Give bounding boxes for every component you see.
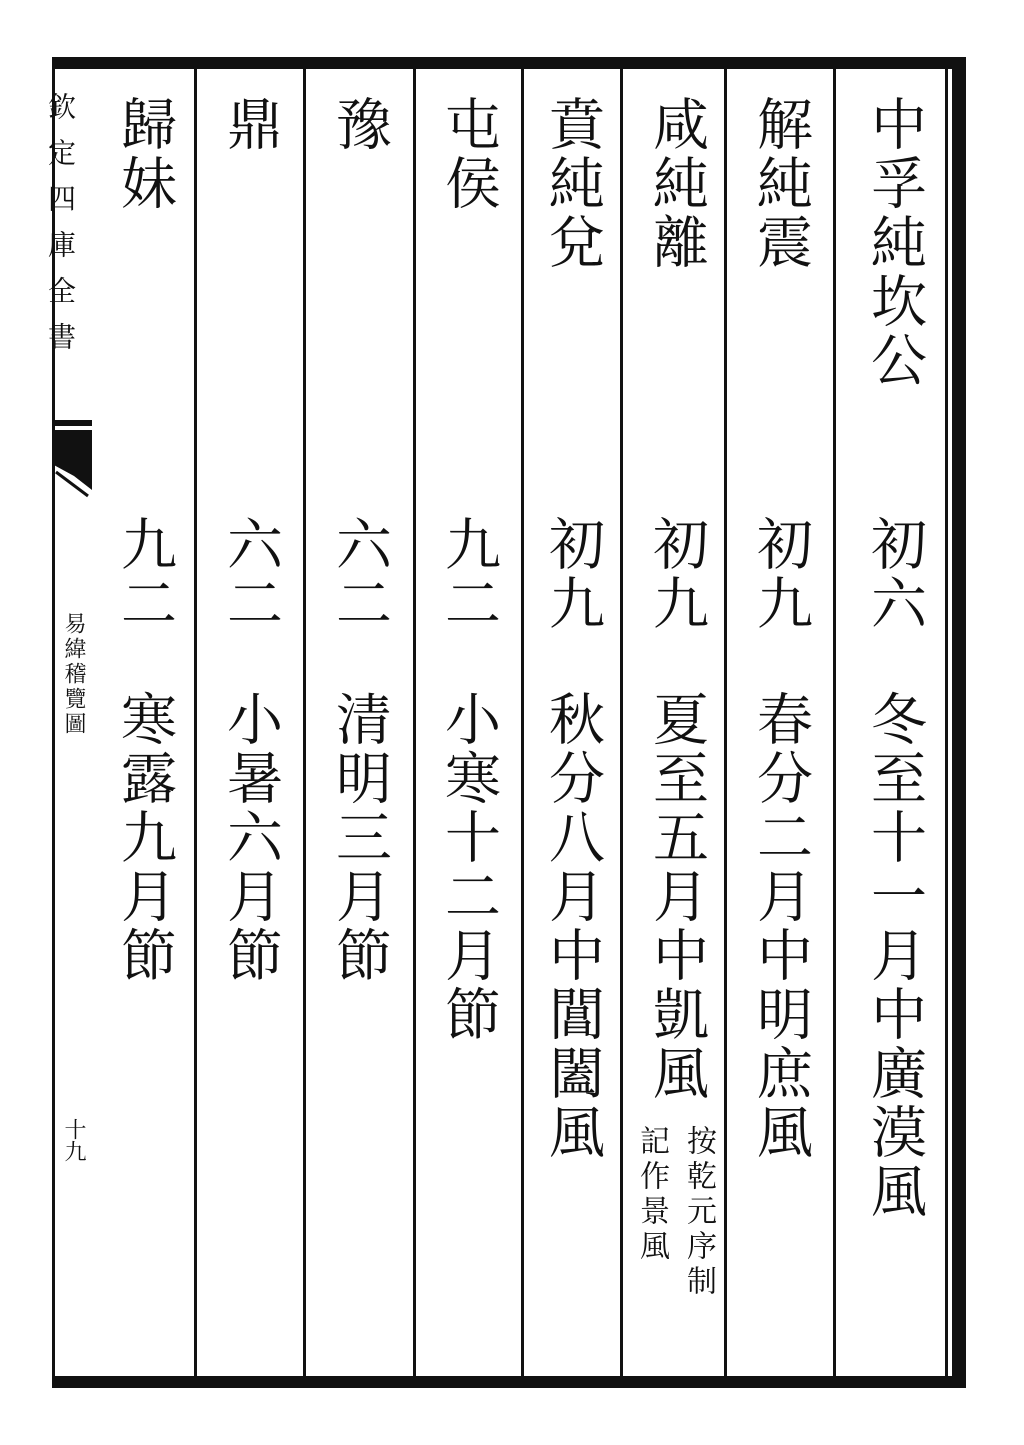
- column-divider: [833, 69, 836, 1376]
- column-divider: [724, 69, 727, 1376]
- line-label: 九二: [436, 515, 501, 633]
- column-divider: [620, 69, 623, 1376]
- solar-term-text: 夏至五月中凱風: [644, 690, 709, 1103]
- line-label: 九二: [112, 515, 177, 633]
- line-label: 初九: [644, 515, 709, 633]
- hexagram-label: 解純震: [748, 95, 813, 272]
- solar-term-text: 小寒十二月節: [436, 690, 501, 1044]
- hexagram-label: 中孚純坎公: [862, 95, 927, 390]
- page-frame: [52, 57, 966, 1388]
- solar-term-text: 秋分八月中閶闔風: [540, 690, 605, 1162]
- line-label: 初九: [748, 515, 813, 633]
- hexagram-label: 鼎: [218, 95, 283, 154]
- hexagram-label: 賁純兌: [540, 95, 605, 272]
- column-divider: [194, 69, 197, 1376]
- hexagram-label: 咸純離: [644, 95, 709, 272]
- solar-term-text: 清明三月節: [327, 690, 392, 985]
- hexagram-label: 屯侯: [436, 95, 501, 213]
- annotation-note: 記作景風: [634, 1125, 669, 1265]
- column-divider: [413, 69, 416, 1376]
- column-divider: [521, 69, 524, 1376]
- book-title: 易緯稽覽圖: [61, 612, 86, 737]
- hexagram-label: 歸妹: [112, 95, 177, 213]
- line-label: 六二: [327, 515, 392, 633]
- folio-number: 十九: [61, 1118, 86, 1162]
- solar-term-text: 春分二月中明庶風: [748, 690, 813, 1162]
- column-divider: [303, 69, 306, 1376]
- solar-term-text: 冬至十一月中廣漠風: [862, 690, 927, 1221]
- line-label: 六二: [218, 515, 283, 633]
- annotation-note: 按乾元序制: [681, 1125, 716, 1300]
- hexagram-label: 豫: [327, 95, 392, 154]
- fishtail-ornament: [52, 420, 92, 500]
- collection-title: 欽定四庫全書: [44, 92, 77, 368]
- frame-inner-rule: [945, 69, 948, 1376]
- line-label: 初六: [862, 515, 927, 633]
- solar-term-text: 小暑六月節: [218, 690, 283, 985]
- line-label: 初九: [540, 515, 605, 633]
- solar-term-text: 寒露九月節: [112, 690, 177, 985]
